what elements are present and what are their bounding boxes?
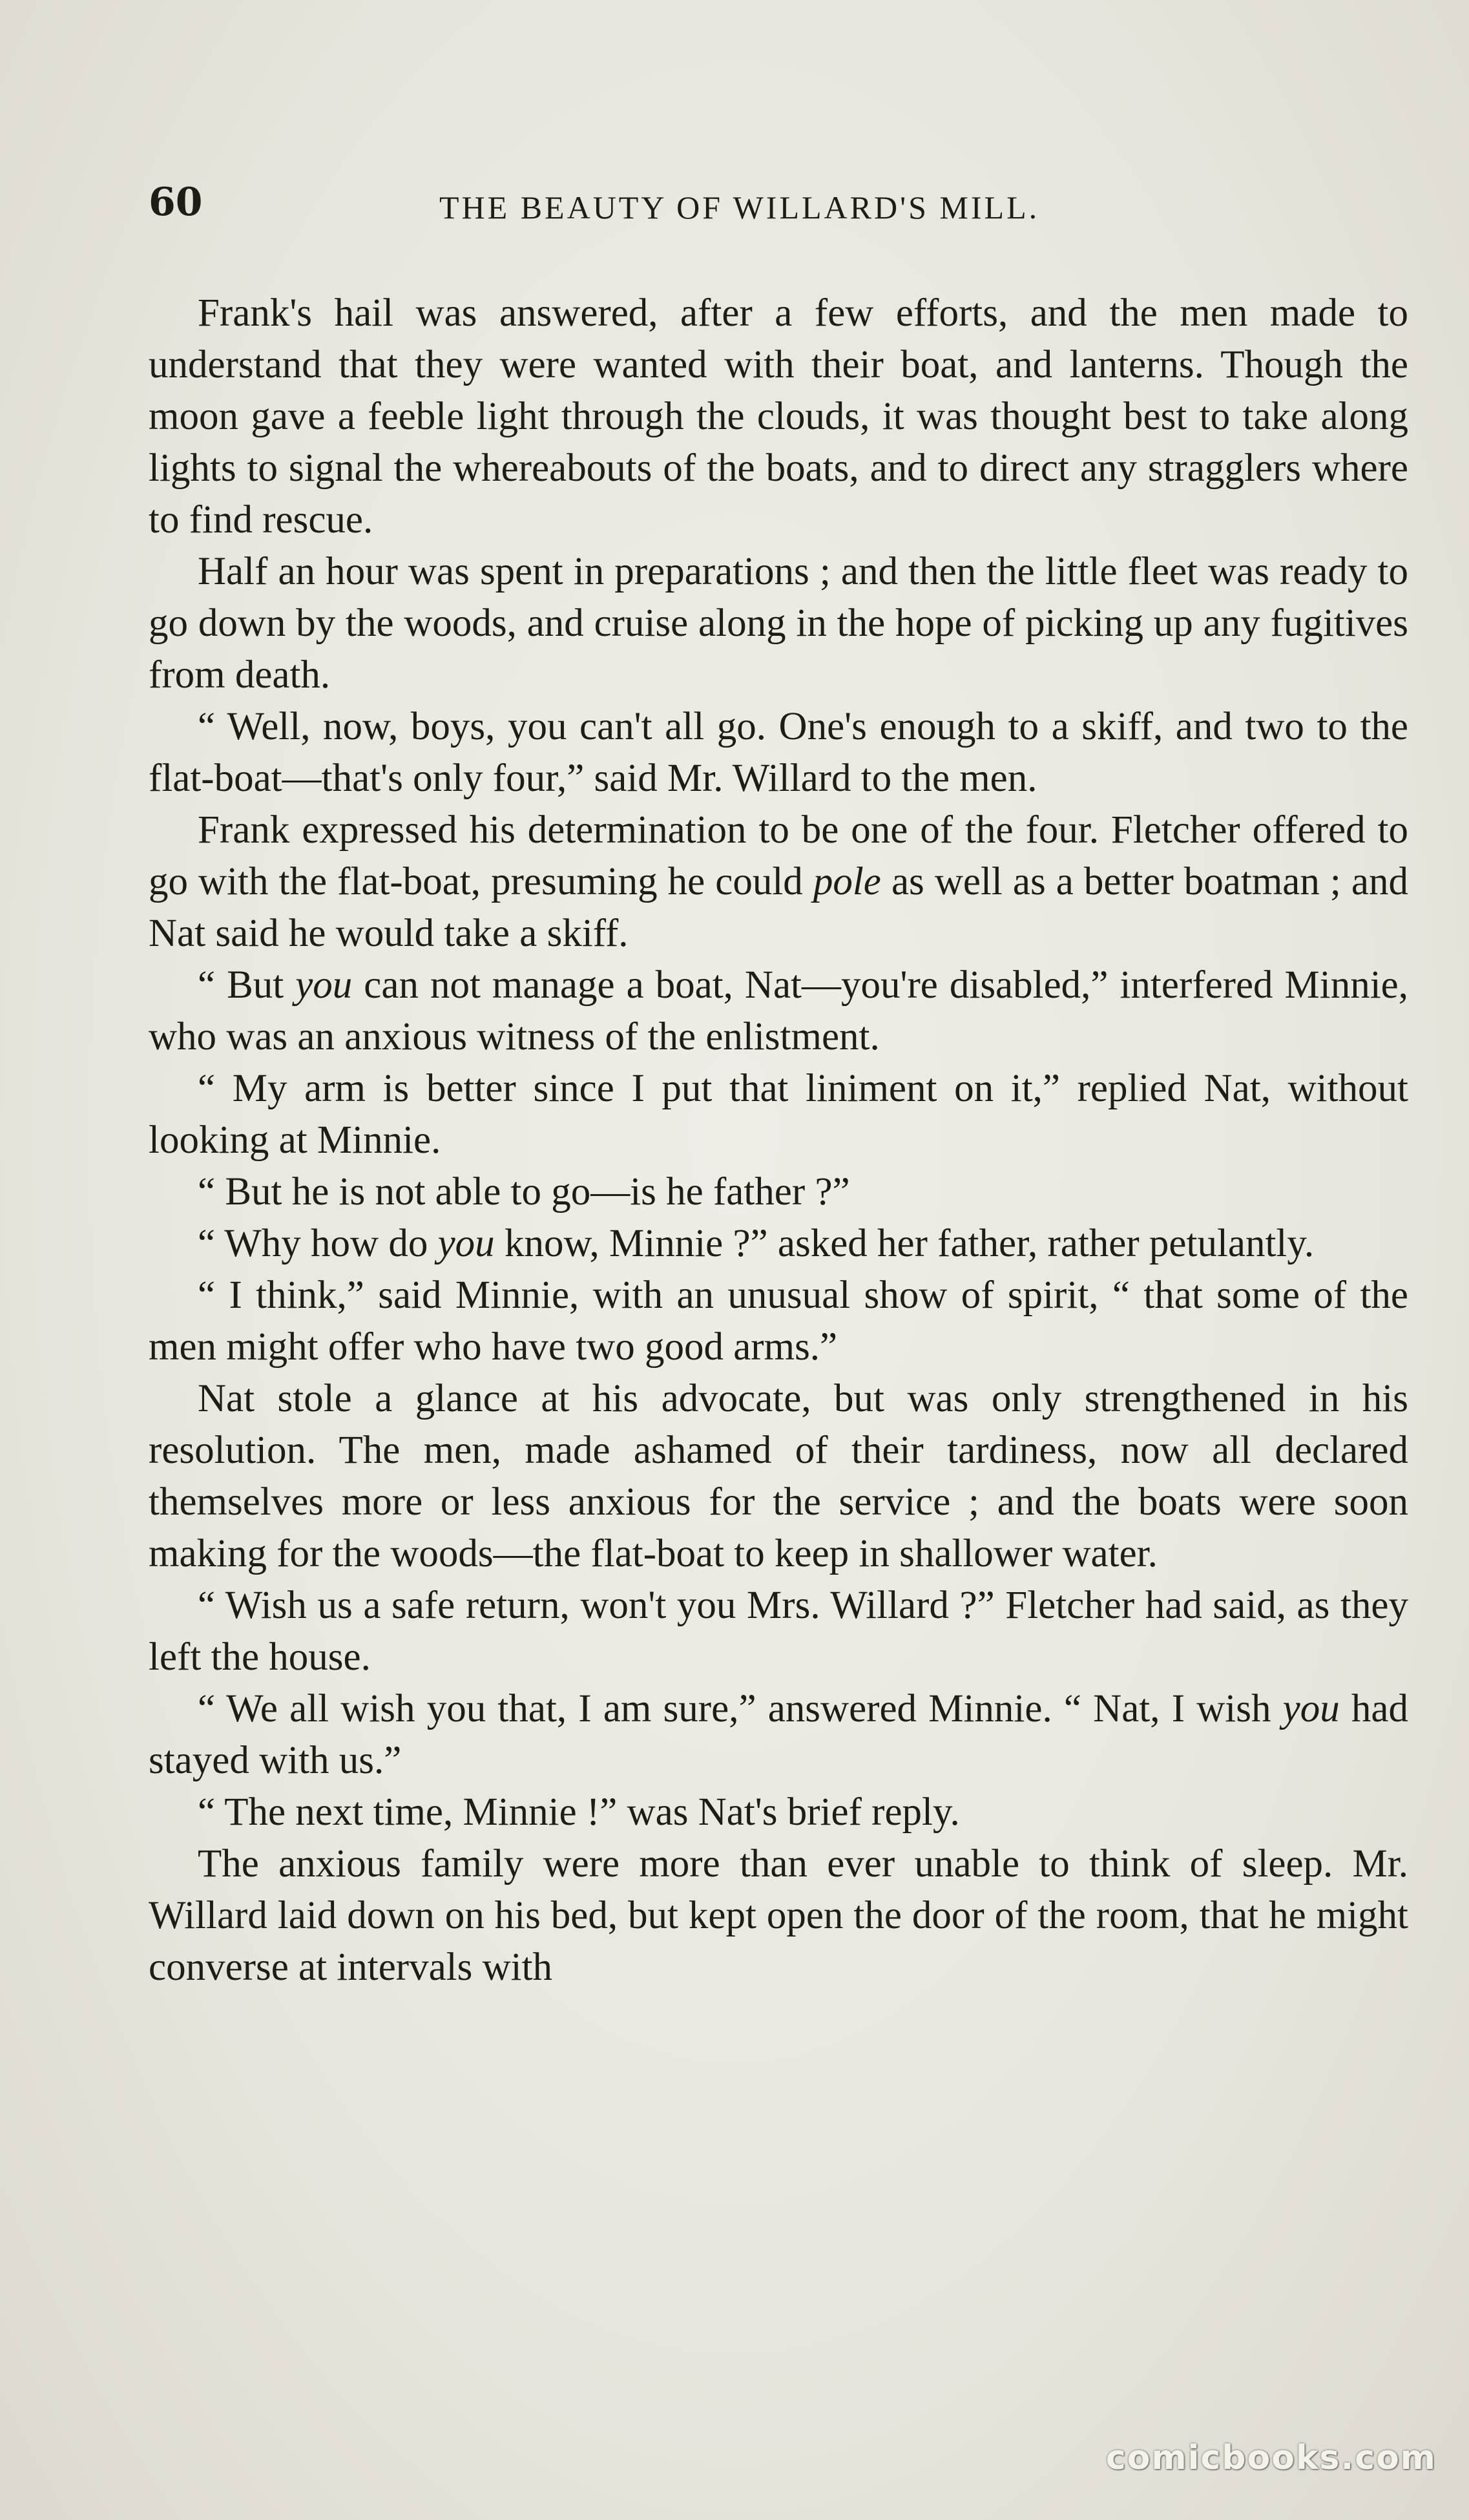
paragraph: Nat stole a glance at his advocate, but was only strengthened in his resolution. The men, made ashamed of their tardiness, now all declared themselves more or less anxious for the service ; and the boats were soon making for the woods—the flat-boat to keep in shallower water. xyxy=(149,1377,1408,1575)
emphasis: you xyxy=(437,1222,495,1265)
emphasis: pole xyxy=(813,860,881,903)
paragraph: “ We all wish you that, I am sure,” answered Minnie. “ Nat, I wish you had stayed with us.” xyxy=(149,1687,1408,1782)
paragraph: Half an hour was spent in preparations ; and then the little fleet was ready to go down by the woods, and cruise along in the hope of picking up any fugitives from death. xyxy=(149,550,1408,697)
paragraph: “ But he is not able to go—is he father ?” xyxy=(198,1170,850,1213)
emphasis: you xyxy=(295,963,353,1007)
paragraph: Frank's hail was answered, after a few efforts, and the men made to understand that they were wanted with their boat, and lanterns. Though the moon gave a feeble light through the clouds, it was thought best to take along lights to signal the whereabouts of the boats, and to direct any stragglers where to find rescue. xyxy=(149,291,1408,541)
page-number: 60 xyxy=(149,180,203,225)
paragraph: “ My arm is better since I put that liniment on it,” replied Nat, without looking at Minnie. xyxy=(149,1067,1408,1162)
paragraph: “ I think,” said Minnie, with an unusual show of spirit, “ that some of the men might offer who have two good arms.” xyxy=(149,1274,1408,1369)
body-text xyxy=(149,288,1408,1993)
page-header xyxy=(149,180,1408,238)
watermark: comicbooks.com xyxy=(1105,2439,1437,2477)
emphasis: you xyxy=(1282,1687,1340,1730)
paragraph: “ The next time, Minnie !” was Nat's brief reply. xyxy=(198,1790,960,1834)
paragraph: “ Why how do you know, Minnie ?” asked her father, rather petulantly. xyxy=(198,1222,1315,1265)
running-head: THE BEAUTY OF WILLARD'S MILL. xyxy=(439,189,1040,226)
paragraph: “ Wish us a safe return, won't you Mrs. Willard ?” Fletcher had said, as they left the house. xyxy=(149,1584,1408,1679)
paragraph: “ Well, now, boys, you can't all go. One's enough to a skiff, and two to the flat-boat—that's only four,” said Mr. Willard to the men. xyxy=(149,705,1408,800)
paragraph: Frank expressed his determination to be one of the four. Fletcher offered to go with the flat-boat, presuming he could pole as well as a better boatman ; and Nat said he would take a skiff. xyxy=(149,808,1408,955)
paragraph: “ But you can not manage a boat, Nat—you're disabled,” interfered Minnie, who was an anxious witness of the enlistment. xyxy=(149,963,1408,1058)
paragraph: The anxious family were more than ever unable to think of sleep. Mr. Willard laid down on his bed, but kept open the door of the room, that he might converse at intervals with xyxy=(149,1842,1408,1989)
